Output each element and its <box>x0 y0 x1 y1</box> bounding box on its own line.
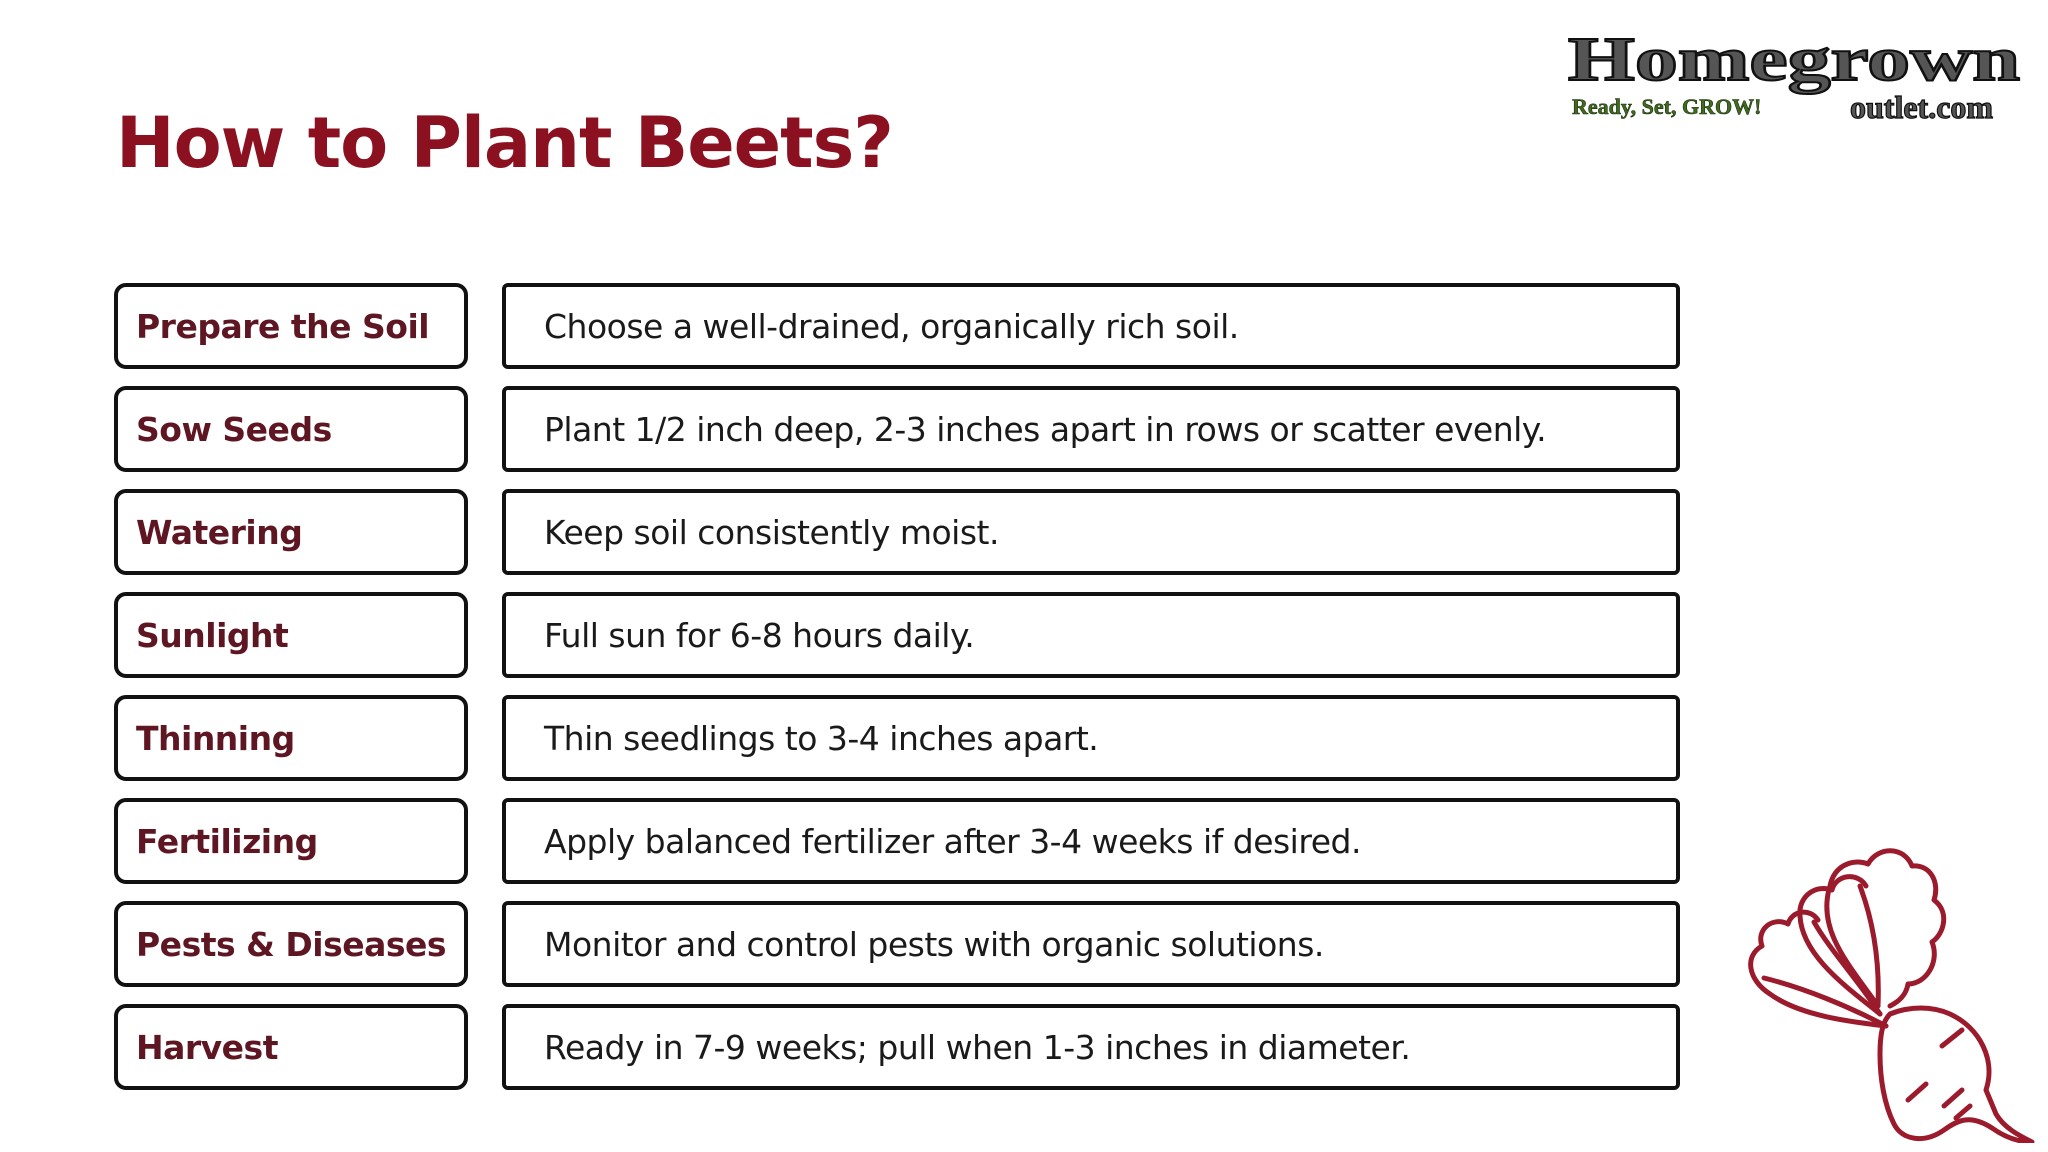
step-label-box <box>114 386 468 472</box>
step-label: Fertilizing <box>136 821 318 861</box>
step-description: Thin seedlings to 3-4 inches apart. <box>544 718 1099 758</box>
step-row-sow-seeds <box>114 386 1679 472</box>
step-row-sunlight <box>114 592 1679 678</box>
step-description: Monitor and control pests with organic solutions. <box>544 924 1324 964</box>
beet-icon <box>1730 838 2035 1143</box>
svg-text:Homegrown: Homegrown <box>1568 28 2020 94</box>
step-label-box <box>114 798 468 884</box>
step-description: Full sun for 6-8 hours daily. <box>544 615 975 655</box>
step-description-box <box>502 386 1680 472</box>
step-description-box <box>502 798 1680 884</box>
step-label: Harvest <box>136 1027 278 1067</box>
svg-text:outlet.com: outlet.com <box>1850 89 1994 125</box>
step-description-box <box>502 283 1680 369</box>
step-description-box <box>502 592 1680 678</box>
step-description: Apply balanced fertilizer after 3-4 weeks if desired. <box>544 821 1361 861</box>
step-label-box <box>114 1004 468 1090</box>
step-row-pests-diseases <box>114 901 1679 987</box>
planting-steps-list <box>114 283 1679 1107</box>
step-label: Watering <box>136 512 303 552</box>
step-description: Choose a well-drained, organically rich soil. <box>544 306 1239 346</box>
step-label-box <box>114 695 468 781</box>
step-label-box <box>114 283 468 369</box>
step-row-fertilizing <box>114 798 1679 884</box>
step-label: Pests & Diseases <box>136 924 447 964</box>
step-row-prepare-soil <box>114 283 1679 369</box>
step-row-harvest <box>114 1004 1679 1090</box>
homegrown-logo[interactable] <box>1560 28 2030 128</box>
step-label-box <box>114 901 468 987</box>
step-label: Prepare the Soil <box>136 306 430 346</box>
step-row-watering <box>114 489 1679 575</box>
step-description-box <box>502 901 1680 987</box>
svg-text:Ready, Set, GROW!: Ready, Set, GROW! <box>1572 94 1762 119</box>
step-description-box <box>502 1004 1680 1090</box>
step-label-box <box>114 489 468 575</box>
step-description-box <box>502 695 1680 781</box>
step-description: Ready in 7-9 weeks; pull when 1-3 inches in diameter. <box>544 1027 1411 1067</box>
step-label: Sow Seeds <box>136 409 332 449</box>
page-title: How to Plant Beets? <box>116 102 893 184</box>
step-description-box <box>502 489 1680 575</box>
step-description: Keep soil consistently moist. <box>544 512 999 552</box>
step-label: Sunlight <box>136 615 289 655</box>
step-description: Plant 1/2 inch deep, 2-3 inches apart in rows or scatter evenly. <box>544 409 1547 449</box>
step-row-thinning <box>114 695 1679 781</box>
step-label: Thinning <box>136 718 295 758</box>
step-label-box <box>114 592 468 678</box>
